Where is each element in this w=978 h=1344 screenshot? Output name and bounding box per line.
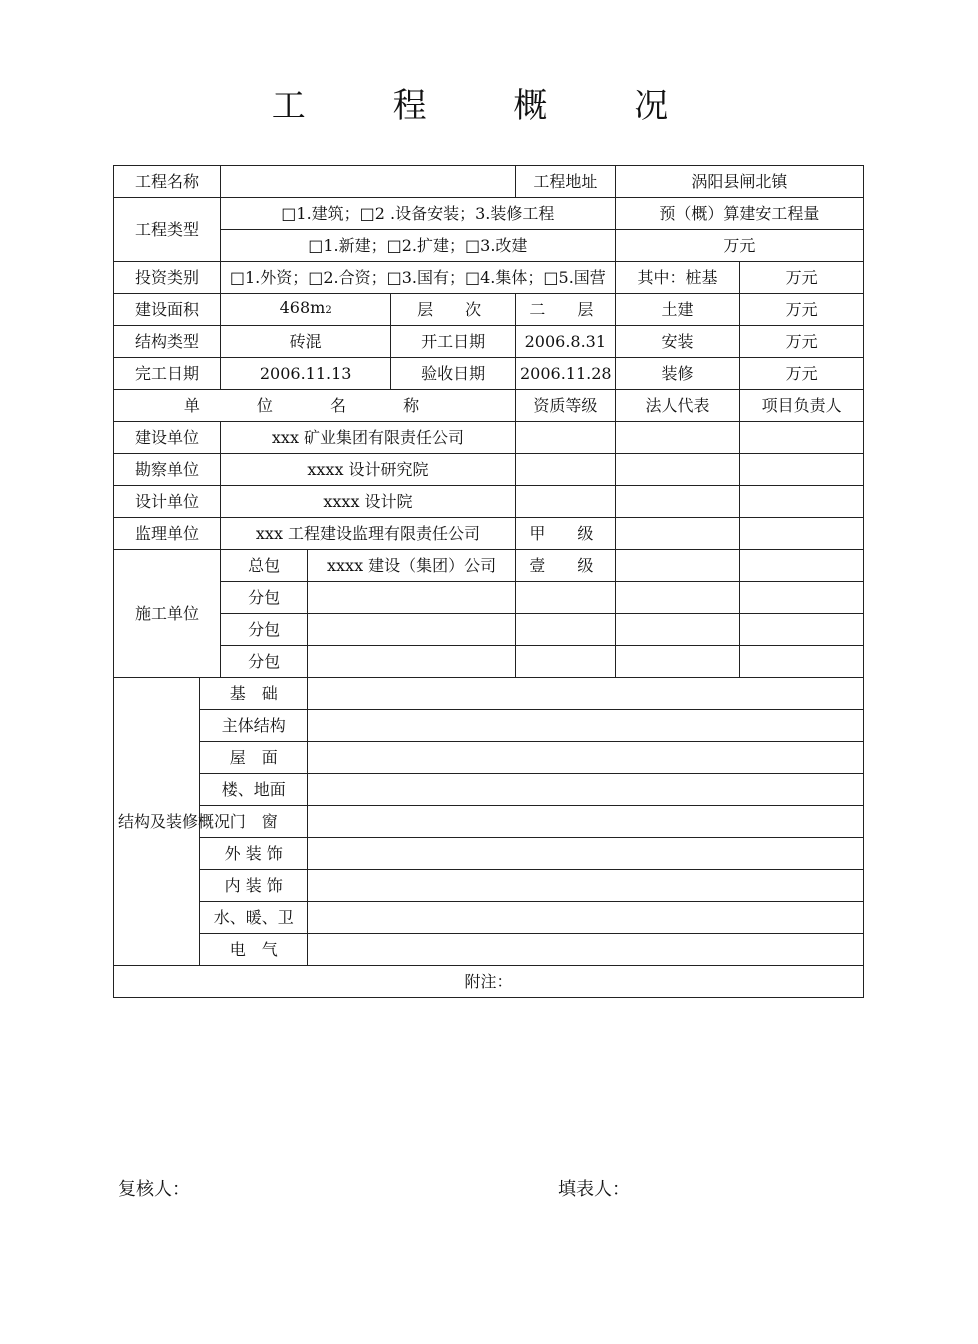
units-header-qualification: 资质等级 (515, 390, 615, 422)
row-area (114, 294, 864, 326)
unit-name[interactable]: xxx 矿业集团有限责任公司 (220, 422, 515, 454)
address-field[interactable]: 涡阳县闸北镇 (615, 166, 863, 198)
structure-section-label: 结构及装修概况 (114, 678, 200, 966)
structure-item-label: 基 础 (200, 678, 308, 710)
name-field[interactable] (220, 166, 515, 198)
units-header-name: 单 位 名 称 (114, 390, 516, 422)
unit-legal-rep[interactable] (615, 422, 740, 454)
structure-item-label: 水、暖、卫 (200, 902, 308, 934)
structure-item-label: 主体结构 (200, 710, 308, 742)
construction-manager[interactable] (740, 582, 864, 614)
structure-item-field[interactable] (308, 678, 864, 710)
construction-legal-rep[interactable] (615, 550, 740, 582)
accept-label: 验收日期 (391, 358, 516, 390)
structure-item-field[interactable] (308, 742, 864, 774)
construction-role: 分包 (220, 614, 307, 646)
structure-item-label: 内 装 饰 (200, 870, 308, 902)
construction-row-general (114, 550, 864, 582)
construction-manager[interactable] (740, 550, 864, 582)
start-label: 开工日期 (391, 326, 516, 358)
floor-label: 层 次 (391, 294, 516, 326)
construction-role: 分包 (220, 582, 307, 614)
unit-label: 监理单位 (114, 518, 221, 550)
unit-legal-rep[interactable] (615, 486, 740, 518)
reviewer-label: 复核人： (118, 1179, 190, 1200)
units-header-legal-rep: 法人代表 (615, 390, 740, 422)
unit-manager[interactable] (740, 454, 864, 486)
invest-label: 投资类别 (114, 262, 221, 294)
construction-row-sub-1 (114, 582, 864, 614)
structure-item-field[interactable] (308, 806, 864, 838)
civil-unit: 万元 (740, 294, 864, 326)
structure-item-label: 楼、地面 (200, 774, 308, 806)
structure-item-label: 门 窗 (200, 806, 308, 838)
row-investment (114, 262, 864, 294)
structure-item-label: 屋 面 (200, 742, 308, 774)
structure-row (114, 774, 864, 806)
type-label: 工程类型 (114, 198, 221, 262)
filler-label: 填表人： (558, 1179, 630, 1200)
unit-row-design (114, 486, 864, 518)
unit-legal-rep[interactable] (615, 454, 740, 486)
area-value[interactable] (220, 294, 390, 326)
construction-legal-rep[interactable] (615, 614, 740, 646)
budget-unit: 万元 (615, 230, 863, 262)
structure-row (114, 710, 864, 742)
row-units-header (114, 390, 864, 422)
finish-label: 完工日期 (114, 358, 221, 390)
unit-row-survey (114, 454, 864, 486)
structure-row (114, 742, 864, 774)
unit-row-construction-owner (114, 422, 864, 454)
construction-manager[interactable] (740, 646, 864, 678)
page-title: 工 程 概 况 (271, 86, 707, 126)
name-label: 工程名称 (114, 166, 221, 198)
construction-qualification[interactable] (515, 646, 615, 678)
note-row (114, 966, 864, 998)
project-overview-table (113, 165, 864, 998)
row-project-name (114, 166, 864, 198)
area-label: 建设面积 (114, 294, 221, 326)
structure-row (114, 870, 864, 902)
construction-name[interactable] (308, 646, 516, 678)
unit-name[interactable]: xxxx 设计院 (220, 486, 515, 518)
structure-row (114, 934, 864, 966)
row-finish-date (114, 358, 864, 390)
civil-label: 土建 (615, 294, 740, 326)
row-structure-type (114, 326, 864, 358)
finish-value[interactable]: 2006.11.13 (220, 358, 390, 390)
structure-item-field[interactable] (308, 774, 864, 806)
construction-label: 施工单位 (114, 550, 221, 678)
structure-value[interactable]: 砖混 (220, 326, 390, 358)
unit-qualification[interactable] (515, 454, 615, 486)
structure-item-field[interactable] (308, 870, 864, 902)
structure-item-label: 电 气 (200, 934, 308, 966)
pile-label: 其中：桩基 (615, 262, 740, 294)
row-project-type-2 (114, 230, 864, 262)
units-header-manager: 项目负责人 (740, 390, 864, 422)
decor-unit: 万元 (740, 358, 864, 390)
structure-row (114, 678, 864, 710)
unit-manager[interactable] (740, 486, 864, 518)
area-number: 468m (279, 298, 326, 317)
construction-legal-rep[interactable] (615, 646, 740, 678)
start-value[interactable]: 2006.8.31 (515, 326, 615, 358)
unit-row-supervision (114, 518, 864, 550)
construction-manager[interactable] (740, 614, 864, 646)
construction-row-sub-2 (114, 614, 864, 646)
structure-item-field[interactable] (308, 838, 864, 870)
construction-role: 总包 (220, 550, 307, 582)
type-options-2[interactable]: □1.新建；□2.扩建；□3.改建 (220, 230, 615, 262)
construction-qualification[interactable] (515, 582, 615, 614)
construction-row-sub-3 (114, 646, 864, 678)
unit-qualification[interactable] (515, 422, 615, 454)
invest-options[interactable]: □1.外资；□2.合资；□3.国有；□4.集体；□5.国营 (220, 262, 615, 294)
decor-label: 装修 (615, 358, 740, 390)
pile-unit: 万元 (740, 262, 864, 294)
unit-label: 勘察单位 (114, 454, 221, 486)
structure-item-field[interactable] (308, 934, 864, 966)
construction-qualification[interactable] (515, 614, 615, 646)
unit-manager[interactable] (740, 518, 864, 550)
structure-row (114, 902, 864, 934)
unit-legal-rep[interactable] (615, 518, 740, 550)
construction-name[interactable] (308, 614, 516, 646)
floor-value[interactable]: 二 层 (515, 294, 615, 326)
note-area[interactable] (114, 966, 864, 998)
structure-item-field[interactable] (308, 710, 864, 742)
address-label: 工程地址 (515, 166, 615, 198)
construction-name[interactable]: xxxx 建设（集团）公司 (308, 550, 516, 582)
unit-name[interactable]: xxxx 设计研究院 (220, 454, 515, 486)
install-label: 安装 (615, 326, 740, 358)
structure-row (114, 838, 864, 870)
unit-manager[interactable] (740, 422, 864, 454)
type-options-1[interactable]: □1.建筑；□2 .设备安装；3.装修工程 (220, 198, 615, 230)
construction-name[interactable] (308, 582, 516, 614)
unit-label: 设计单位 (114, 486, 221, 518)
unit-qualification[interactable] (515, 486, 615, 518)
construction-legal-rep[interactable] (615, 582, 740, 614)
budget-label: 预（概）算建安工程量 (615, 198, 863, 230)
structure-item-field[interactable] (308, 902, 864, 934)
row-project-type-1 (114, 198, 864, 230)
structure-label: 结构类型 (114, 326, 221, 358)
install-unit: 万元 (740, 326, 864, 358)
unit-label: 建设单位 (114, 422, 221, 454)
construction-qualification[interactable]: 壹 级 (515, 550, 615, 582)
structure-item-label: 外 装 饰 (200, 838, 308, 870)
unit-name[interactable]: xxx 工程建设监理有限责任公司 (220, 518, 515, 550)
note-label: 附注： (464, 971, 513, 991)
unit-qualification[interactable]: 甲 级 (515, 518, 615, 550)
area-unit-sup: 2 (325, 305, 332, 316)
accept-value[interactable]: 2006.11.28 (515, 358, 615, 390)
construction-role: 分包 (220, 646, 307, 678)
